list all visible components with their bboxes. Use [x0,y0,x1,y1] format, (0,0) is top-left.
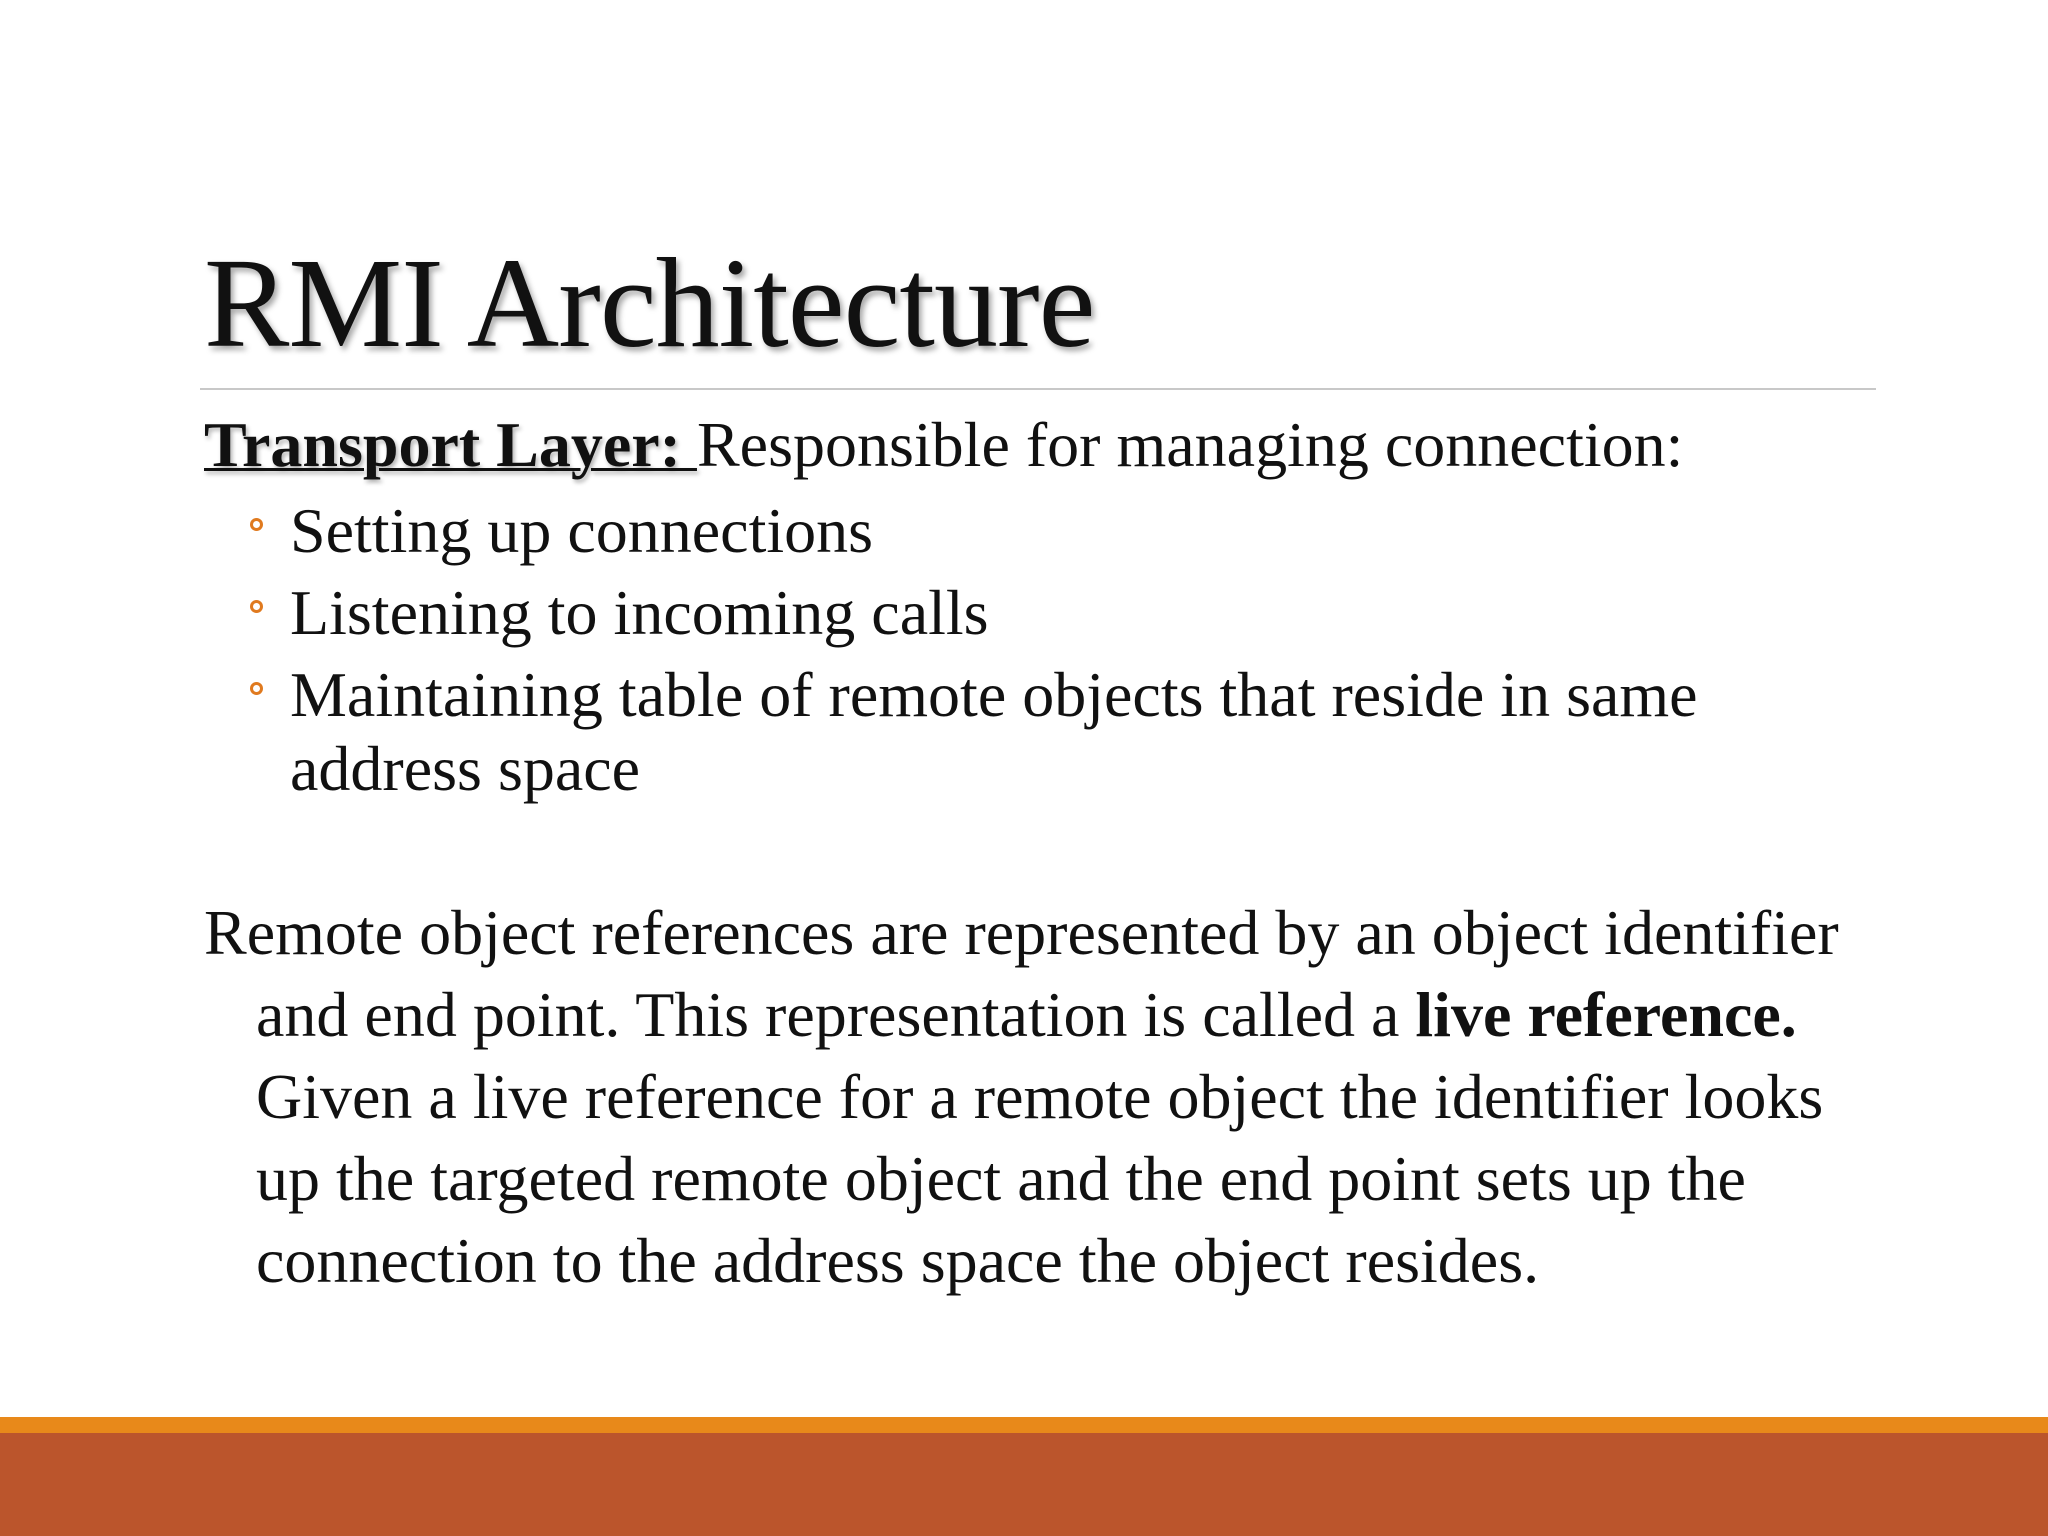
paragraph-text-1: Remote object references are represented by an object identifier and end point. This representation is called a [204,897,1839,1050]
paragraph-bold-term: live reference. [1415,979,1797,1050]
hollow-circle-icon [250,518,263,531]
slide-body [204,404,1844,1302]
paragraph-text-2: Given a live reference for a remote object the identifier looks up the targeted remote object and the end point sets up the connection to the address space the object resides. [256,1061,1824,1296]
bullet-text: Listening to incoming calls [290,577,989,648]
footer-band [0,1433,2048,1536]
bullet-item [204,658,1844,806]
lead-term: Transport Layer: [204,409,697,480]
bullet-text: Maintaining table of remote objects that reside in same address space [290,659,1698,804]
title-divider [200,388,1876,390]
bullet-item [204,494,1844,568]
lead-text: Responsible for managing connection: [696,409,1684,480]
hollow-circle-icon [250,682,263,695]
slide-title: RMI Architecture [204,232,1095,374]
body-paragraph [204,892,1844,1302]
bullet-item [204,576,1844,650]
bullet-text: Setting up connections [290,495,874,566]
lead-line [204,404,1844,486]
bullet-list [204,494,1844,806]
footer-accent-stripe [0,1417,2048,1433]
hollow-circle-icon [250,600,263,613]
